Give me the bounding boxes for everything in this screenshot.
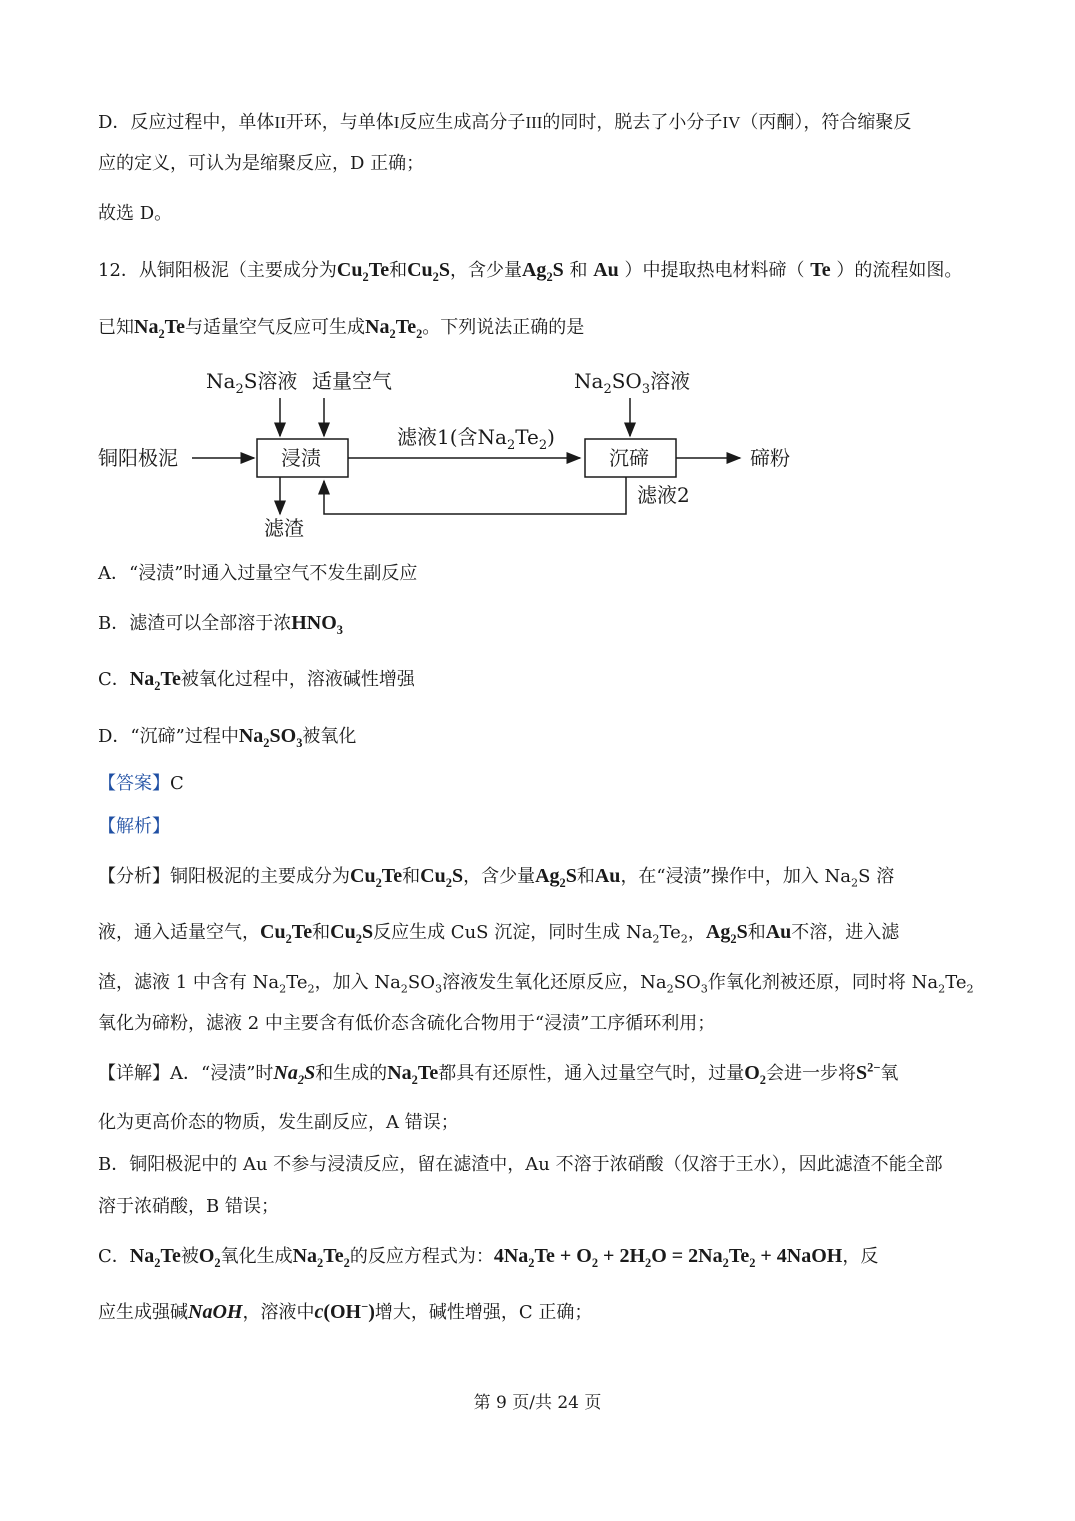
detail-b-line1: B．铜阳极泥中的 Au 不参与浸渍反应，留在滤渣中，Au 不溶于浓硝酸（仅溶于王水），因此滤渣不能全部 [98,1154,943,1175]
reagent-na2so3: $Na_2SO_3$溶液 [574,369,691,397]
recycle-arrow [324,477,626,514]
detail-a-line1: 【详解】A．“浸渍”时$Na_2S$和生成的$Na_2Te$都具有还原性，通入过量空气时，过量$O_2$会进一步将$S^{2-}$氧 [98,1060,899,1087]
analysis-line2: 液，通入适量空气，$Cu_2Te$和$Cu_2S$反应生成 CuS 沉淀，同时生成 $Na_2Te_2$，$Ag_2S$和Au不溶，进入滤 [98,921,900,946]
filtrate2-label: 滤液2 [637,483,690,507]
option-a: A．“浸渍”时通入过量空气不发生副反应 [98,563,418,584]
option-d-explanation-line1: D．反应过程中，单体II开环，与单体I反应生成高分子III的同时，脱去了小分子IV（丙酮），符合缩聚反 [98,112,912,133]
residue-label: 滤渣 [264,516,304,540]
answer-line [98,772,184,796]
option-c: C．$Na_2Te$被氧化过程中，溶液碱性增强 [98,668,415,693]
analysis-line3: 渣，滤液 1 中含有 $Na_2Te_2$，加入 $Na_2SO_3$溶液发生氧化还原反应，$Na_2SO_3$作氧化剂被还原，同时将 $Na_2Te_2$ [98,972,974,996]
question-12-line2: 已知$Na_2Te$与适量空气反应可生成$Na_2Te_2$。下列说法正确的是 [98,316,585,341]
answer-tag: 【答案】 [98,773,170,794]
choose-d: 故选 D。 [98,203,173,224]
answer-value: C [170,773,184,794]
analysis-line4: 氧化为碲粉，滤液 2 中主要含有低价态含硫化合物用于“浸渍”工序循环利用； [98,1013,716,1034]
option-d: D．“沉碲”过程中$Na_2SO_3$被氧化 [98,725,357,750]
page-footer: 第 9 页/共 24 页 [473,1393,602,1413]
precipitation-label: 沉碲 [609,446,649,470]
detail-a-line2: 化为更高价态的物质，发生副反应，A 错误； [98,1112,459,1133]
leaching-label: 浸渍 [281,446,321,470]
filtrate1-label: 滤液1(含$Na_2Te_2$) [397,425,555,453]
reagent-air: 适量空气 [312,369,392,393]
option-b: B．滤渣可以全部溶于浓$HNO_3$ [98,612,343,637]
analysis-line1: 【分析】铜阳极泥的主要成分为$Cu_2Te$和$Cu_2S$，含少量$Ag_2S$和Au，在“浸渍”操作中，加入 $Na_2S$ 溶 [98,865,895,890]
detail-b-line2: 溶于浓硝酸，B 错误； [98,1196,279,1217]
output-label: 碲粉 [750,446,790,470]
process-flow-diagram [0,0,1075,560]
input-label: 铜阳极泥 [98,446,178,470]
detail-c-line2: 应生成强碱NaOH，溶液中c(OH−)增大，碱性增强，C 正确； [98,1299,593,1323]
detail-c-line1: C．$Na_2Te$被$O_2$氧化生成$Na_2Te_2$的反应方程式为：$4Na_2Te + O_2 + 2H_2O = 2Na_2Te_2$ + 4NaOH，反 [98,1245,879,1270]
option-d-explanation-line2: 应的定义，可认为是缩聚反应，D 正确； [98,153,425,174]
question-12-line1: 12．从铜阳极泥（主要成分为$Cu_2Te$和$Cu_2S$，含少量$Ag_2S$ 和 Au ）中提取热电材料碲（ Te ）的流程如图。 [98,259,963,284]
analysis-tag: 【解析】 [98,816,170,837]
reagent-na2s: $Na_2S$溶液 [206,369,298,397]
